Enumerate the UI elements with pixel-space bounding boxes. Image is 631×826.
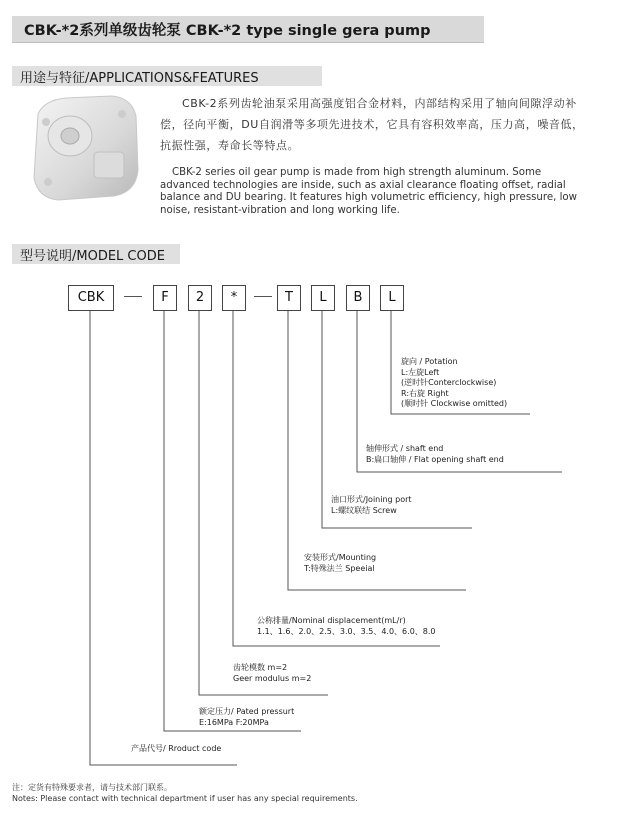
note-english: Notes: Please contact with technical department if user has any special requirements. — [12, 794, 358, 803]
label-rotation: 旋向 / Potation L:左旋Left (逆时针Conterclockwise) R:右旋 Right (顺时针 Clockwise omitted) — [401, 357, 508, 408]
label-shaft-end: 轴伸形式 / shaft end B:扁口轴伸 / Flat opening shaft end — [366, 444, 504, 464]
code-box-rotation: L — [380, 285, 404, 311]
code-box-module: 2 — [188, 285, 212, 311]
code-box-pressure: F — [153, 285, 177, 311]
model-code-heading: 型号说明/MODEL CODE — [20, 249, 165, 264]
label-mounting: 安装形式/Mounting T:特殊法兰 Speeial — [304, 553, 377, 573]
label-displacement: 公称排量/Nominal displacement(mL/r) 1.1、1.6、2.0、2.5、3.0、3.5、4.0、6.0、8.0 — [257, 616, 436, 636]
applications-heading: 用途与特征/APPLICATIONS&FEATURES — [20, 71, 259, 86]
description-english: CBK-2 series oil gear pump is made from high strength aluminum. Some advanced technologies are inside, such as axial clearance floating offset, radial balance and DU bearing. It features high volumetric efficiency, high pressure, low noise, resistant-vibration and long working life. — [160, 167, 577, 216]
code-box-port: L — [311, 285, 335, 311]
code-box-displacement: * — [222, 285, 246, 311]
code-box-mounting: T — [277, 285, 301, 311]
description-chinese: CBK-2系列齿轮油泵采用高强度铝合金材料，内部结构采用了轴向间隙浮动补偿，径向平衡，DU自润滑等多项先进技术，它具有容积效率高，压力高，噪音低，抗振性强，寿命长等特点。 — [160, 97, 584, 152]
label-gear-module: 齿轮模数 m=2 Geer modulus m=2 — [233, 663, 312, 683]
label-joining-port: 油口形式/Joining port L:螺纹联结 Screw — [331, 495, 412, 515]
note-chinese: 注：定货有特殊要求者，请与技术部门联系。 — [12, 783, 172, 792]
page-title: CBK-*2系列单级齿轮泵 CBK-*2 type single gera pump — [24, 23, 431, 39]
label-rated-pressure: 额定压力/ Pated pressurt E:16MPa F:20MPa — [199, 707, 295, 727]
code-box-cbk: CBK — [68, 285, 114, 311]
code-box-shaft: B — [346, 285, 370, 311]
label-product-code: 产品代号/ Rroduct code — [131, 744, 222, 753]
